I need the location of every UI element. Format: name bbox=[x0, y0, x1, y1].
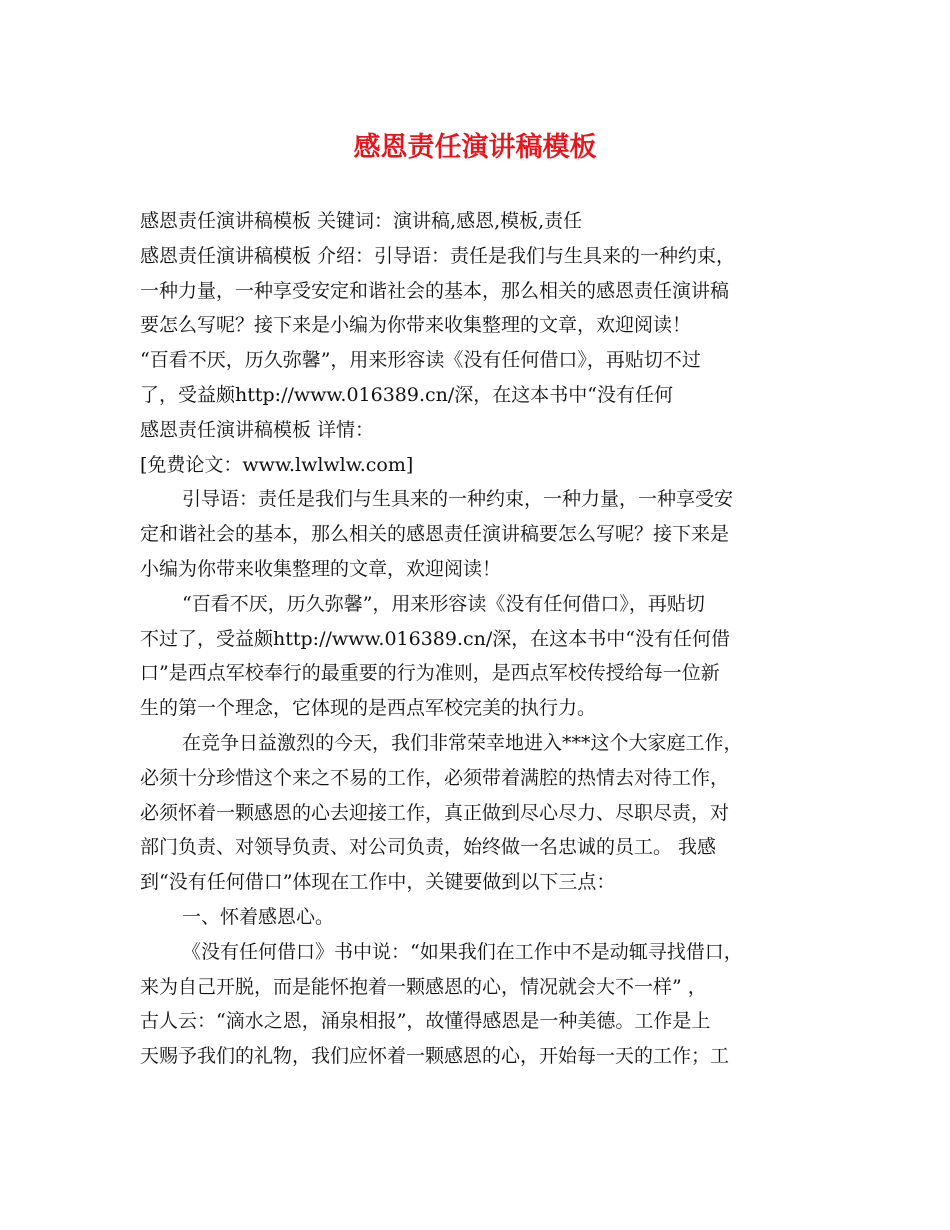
paragraph-line: 不过了，受益颇http://www.016389.cn/深，在这本书中“没有任何借 bbox=[140, 627, 731, 650]
paragraph-line: 引导语：责任是我们与生具来的一种约束，一种力量，一种享受安 bbox=[182, 488, 734, 511]
intro-line: 感恩责任演讲稿模板 介绍：引导语：责任是我们与生具来的一种约束， bbox=[140, 244, 736, 267]
intro-line: “百看不厌，历久弥馨”，用来形容读《没有任何借口》，再贴切不过 bbox=[140, 349, 701, 372]
paragraph-line: 到“没有任何借口”体现在工作中，关键要做到以下三点： bbox=[140, 871, 616, 894]
section-heading: 一、怀着感恩心。 bbox=[182, 905, 335, 928]
paragraph-line: 生的第一个理念，它体现的是西点军校完美的执行力。 bbox=[140, 697, 597, 720]
paragraph-line: 小编为你带来收集整理的文章，欢迎阅读！ bbox=[140, 557, 502, 580]
details-label: 感恩责任演讲稿模板 详情： bbox=[140, 418, 375, 441]
paragraph-line: 必须十分珍惜这个来之不易的工作，必须带着满腔的热情去对待工作， bbox=[140, 766, 730, 789]
paragraph-line: 在竞争日益激烈的今天，我们非常荣幸地进入***这个大家庭工作， bbox=[182, 731, 743, 754]
paragraph-line: 必须怀着一颗感恩的心去迎接工作，真正做到尽心尽力、尽职尽责，对 bbox=[140, 801, 730, 824]
paragraph-line: 部门负责、对领导负责、对公司负责，始终做一名忠诚的员工。 我感 bbox=[140, 836, 717, 859]
paragraph-line: 《没有任何借口》书中说：“如果我们在工作中不是动辄寻找借口， bbox=[182, 940, 743, 963]
paragraph-line: “百看不厌，历久弥馨”，用来形容读《没有任何借口》，再贴切 bbox=[182, 592, 705, 615]
intro-line: 了，受益颇http://www.016389.cn/深，在这本书中“没有任何 bbox=[140, 383, 674, 406]
document-body bbox=[140, 204, 830, 1074]
paragraph-line: 定和谐社会的基本，那么相关的感恩责任演讲稿要怎么写呢？接下来是 bbox=[140, 523, 730, 546]
intro-line: 要怎么写呢？接下来是小编为你带来收集整理的文章，欢迎阅读！ bbox=[140, 314, 692, 337]
paragraph-line: 天赐予我们的礼物，我们应怀着一颗感恩的心，开始每一天的工作；工 bbox=[140, 1045, 730, 1068]
paragraph-line: 来为自己开脱，而是能怀抱着一颗感恩的心，情况就会大不一样” ， bbox=[140, 975, 707, 998]
document-title: 感恩责任演讲稿模板 bbox=[353, 132, 597, 163]
paragraph-line: 口”是西点军校奉行的最重要的行为准则，是西点军校传授给每一位新 bbox=[140, 662, 720, 685]
paragraph-line: 古人云：“滴水之恩，涌泉相报”，故懂得感恩是一种美德。工作是上 bbox=[140, 1010, 711, 1033]
intro-line: 一种力量，一种享受安定和谐社会的基本，那么相关的感恩责任演讲稿 bbox=[140, 279, 730, 302]
source-note: [免费论文：www.lwlwlw.com] bbox=[140, 453, 414, 476]
keywords-line: 感恩责任演讲稿模板 关键词：演讲稿,感恩,模板,责任 bbox=[140, 210, 583, 232]
